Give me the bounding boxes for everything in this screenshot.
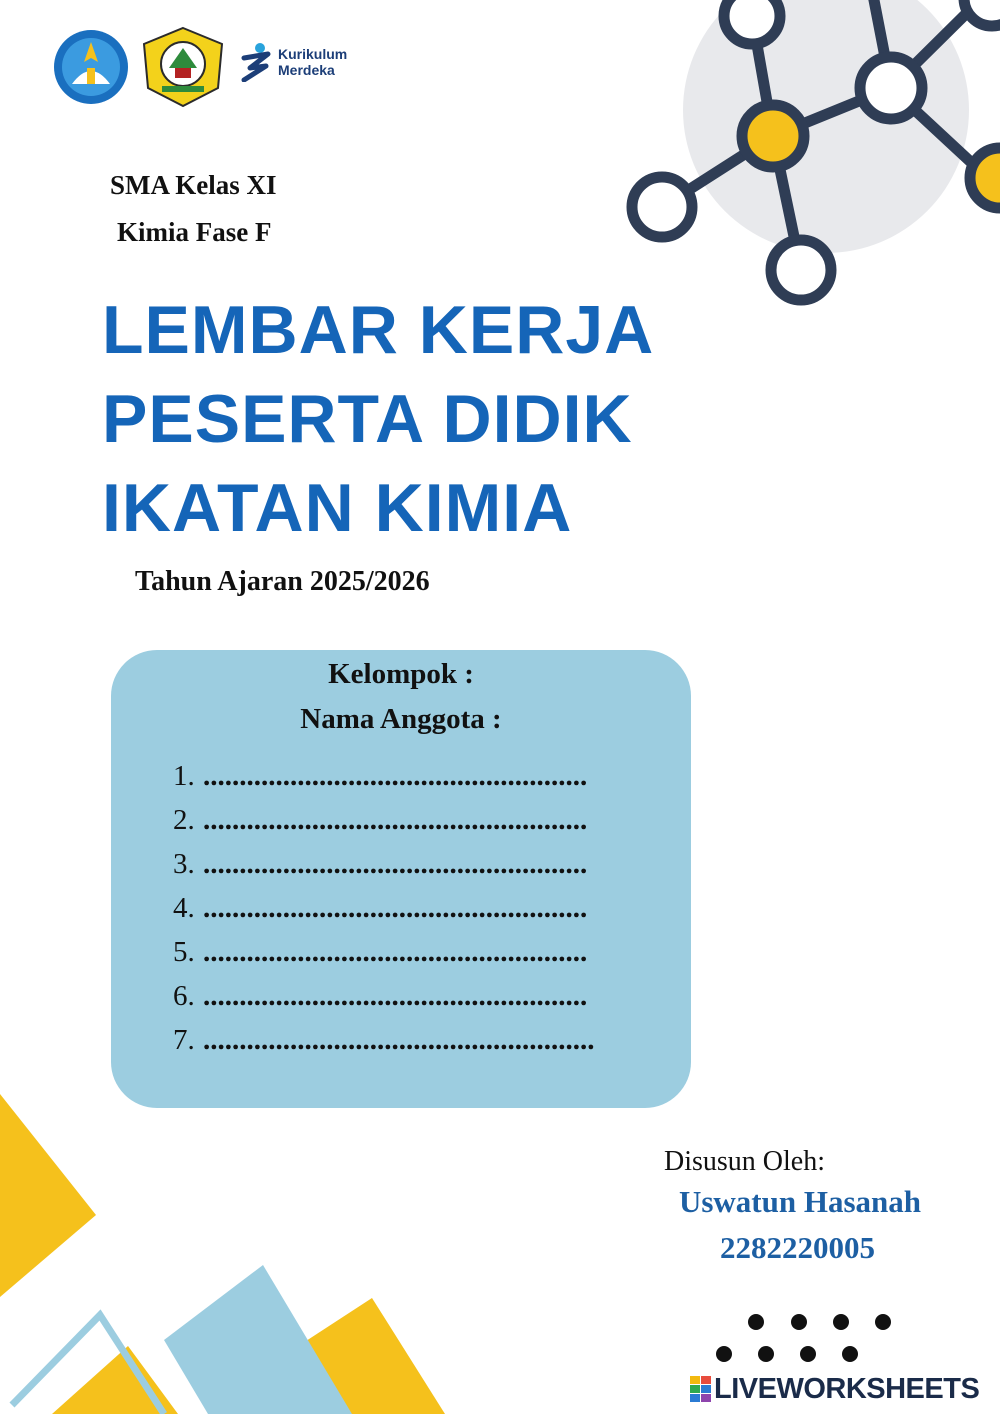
member-number: 6.	[173, 980, 195, 1012]
author-name: Uswatun Hasanah	[678, 1184, 922, 1219]
member-blank: .....................................................	[203, 980, 588, 1012]
triangle-decoration	[0, 1080, 470, 1414]
grade-label: SMA Kelas XI	[110, 170, 277, 200]
group-card	[111, 650, 691, 1108]
title-line-1: LEMBAR KERJA	[102, 292, 655, 368]
merdeka-label: Merdeka	[278, 62, 335, 78]
molecule-node-center-yellow	[742, 105, 804, 167]
untirta-logo	[142, 26, 224, 108]
molecule-node-top	[724, 0, 780, 44]
member-number: 3.	[173, 848, 195, 880]
author-label: Disusun Oleh:	[664, 1146, 825, 1177]
member-blank: .....................................................	[203, 804, 588, 836]
author-id: 2282220005	[720, 1230, 875, 1265]
member-entry-2[interactable]	[173, 798, 673, 842]
yellow-left-shape	[0, 1094, 96, 1297]
subject-label: Kimia Fase F	[117, 217, 272, 247]
member-entry-4[interactable]	[173, 886, 673, 930]
molecule-node-left	[632, 177, 692, 237]
member-blank: .....................................................	[203, 760, 588, 792]
member-number: 2.	[173, 804, 195, 836]
molecule-node-corner	[964, 0, 1000, 26]
title-line-2: PESERTA DIDIK	[102, 381, 633, 457]
member-number: 1.	[173, 760, 195, 792]
tut-wuri-handayani-logo	[50, 28, 132, 106]
molecule-node-bottom	[771, 240, 831, 300]
page-title	[102, 286, 742, 553]
molecule-node-right-yellow	[970, 148, 1000, 208]
member-number: 7.	[173, 1024, 195, 1056]
member-entry-7[interactable]	[173, 1018, 673, 1062]
member-entry-1[interactable]	[173, 754, 673, 798]
member-blank: .....................................................	[203, 936, 588, 968]
logo-row	[50, 26, 380, 108]
member-blank: .....................................................	[203, 848, 588, 880]
liveworksheets-label: LIVEWORKSHEETS	[714, 1373, 980, 1405]
member-blank: .....................................................	[203, 892, 588, 924]
title-line-3: IKATAN KIMIA	[102, 470, 573, 546]
kurikulum-merdeka-icon	[240, 42, 274, 82]
member-number: 4.	[173, 892, 195, 924]
member-number: 5.	[173, 936, 195, 968]
member-entry-6[interactable]	[173, 974, 673, 1018]
member-entry-3[interactable]	[173, 842, 673, 886]
member-list	[173, 754, 673, 1062]
kurikulum-label: Kurikulum	[278, 46, 348, 62]
liveworksheets-brand[interactable]	[688, 1372, 990, 1408]
group-label: Kelompok :	[328, 658, 474, 690]
member-entry-5[interactable]	[173, 930, 673, 974]
academic-year: Tahun Ajaran 2025/2026	[135, 566, 430, 597]
liveworksheets-logo-icon	[690, 1376, 712, 1404]
molecule-node-upper-right	[860, 57, 922, 119]
dots-decoration	[700, 1300, 900, 1370]
member-blank: ......................................................	[203, 1024, 595, 1056]
kurikulum-merdeka-logo	[240, 40, 380, 92]
molecule-decoration	[600, 0, 1000, 320]
members-label: Nama Anggota :	[300, 703, 502, 735]
